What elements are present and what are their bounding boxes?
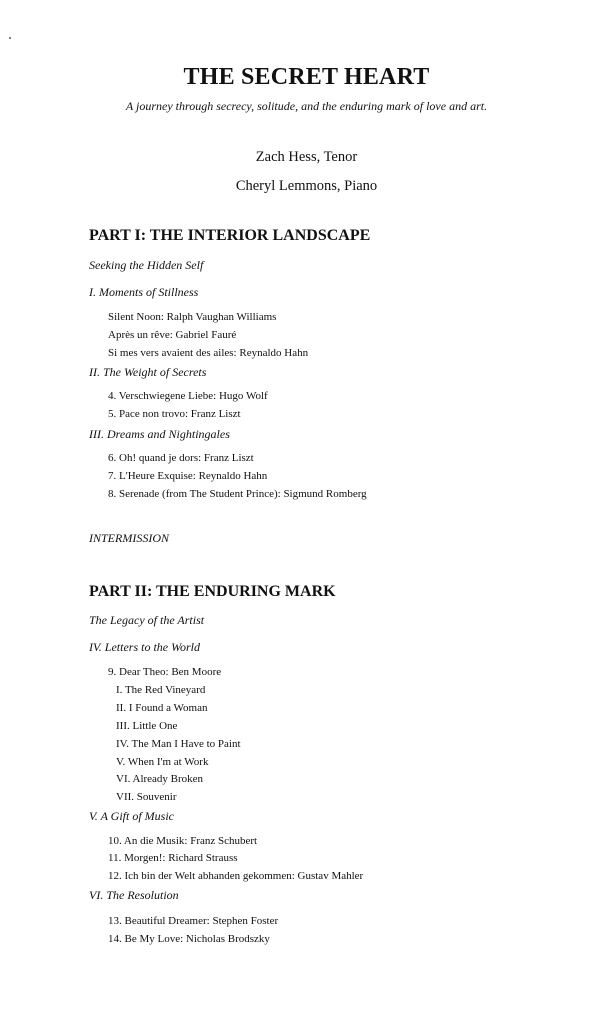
song-cycle-movement: III. Little One — [116, 720, 178, 732]
song-cycle-movement: IV. The Man I Have to Paint — [116, 738, 241, 750]
section-title: I. Moments of Stillness — [89, 285, 199, 299]
performer-piano: Cheryl Lemmons, Piano — [235, 178, 378, 194]
part1-heading: PART I: THE INTERIOR LANDSCAPE — [89, 227, 371, 244]
part1-theme: Seeking the Hidden Self — [89, 258, 204, 272]
section-title: IV. Letters to the World — [89, 640, 201, 654]
song-cycle-movement: V. When I'm at Work — [116, 756, 209, 768]
part2-theme: The Legacy of the Artist — [89, 613, 205, 627]
program-piece: 11. Morgen!: Richard Strauss — [108, 852, 238, 864]
section-title: VI. The Resolution — [89, 888, 179, 902]
song-cycle-movement: I. The Red Vineyard — [116, 684, 206, 696]
program-piece: Silent Noon: Ralph Vaughan Williams — [108, 311, 277, 323]
program-piece: 12. Ich bin der Welt abhanden gekommen: Gustav Mahler — [108, 870, 364, 882]
program-piece: 4. Verschwiegene Liebe: Hugo Wolf — [108, 390, 268, 402]
program-piece: 9. Dear Theo: Ben Moore — [108, 666, 222, 678]
program-piece: Si mes vers avaient des ailes: Reynaldo Hahn — [108, 347, 309, 359]
program-piece: 7. L'Heure Exquise: Reynaldo Hahn — [108, 470, 268, 482]
song-cycle-movement: VI. Already Broken — [116, 773, 204, 785]
song-cycle-movement: II. I Found a Woman — [116, 702, 208, 714]
intermission-label: INTERMISSION — [89, 531, 169, 545]
program-subtitle: A journey through secrecy, solitude, and the enduring mark of love and art. — [125, 99, 488, 113]
program-piece: Après un rêve: Gabriel Fauré — [108, 329, 237, 341]
section-title: II. The Weight of Secrets — [89, 365, 207, 379]
program-piece: 6. Oh! quand je dors: Franz Liszt — [108, 452, 254, 464]
program-piece: 14. Be My Love: Nicholas Brodszky — [108, 933, 270, 945]
performer-tenor: Zach Hess, Tenor — [255, 149, 358, 165]
section-title: III. Dreams and Nightingales — [89, 427, 230, 441]
program-piece: 5. Pace non trovo: Franz Liszt — [108, 408, 241, 420]
section-title: V. A Gift of Music — [89, 809, 175, 823]
song-cycle-movement: VII. Souvenir — [116, 791, 177, 803]
program-piece: 8. Serenade (from The Student Prince): Sigmund Romberg — [108, 488, 367, 500]
program-title: THE SECRET HEART — [183, 64, 430, 90]
program-piece: 13. Beautiful Dreamer: Stephen Foster — [108, 915, 279, 927]
scan-speck — [9, 37, 11, 39]
part2-heading: PART II: THE ENDURING MARK — [89, 583, 336, 600]
program-piece: 10. An die Musik: Franz Schubert — [108, 835, 258, 847]
